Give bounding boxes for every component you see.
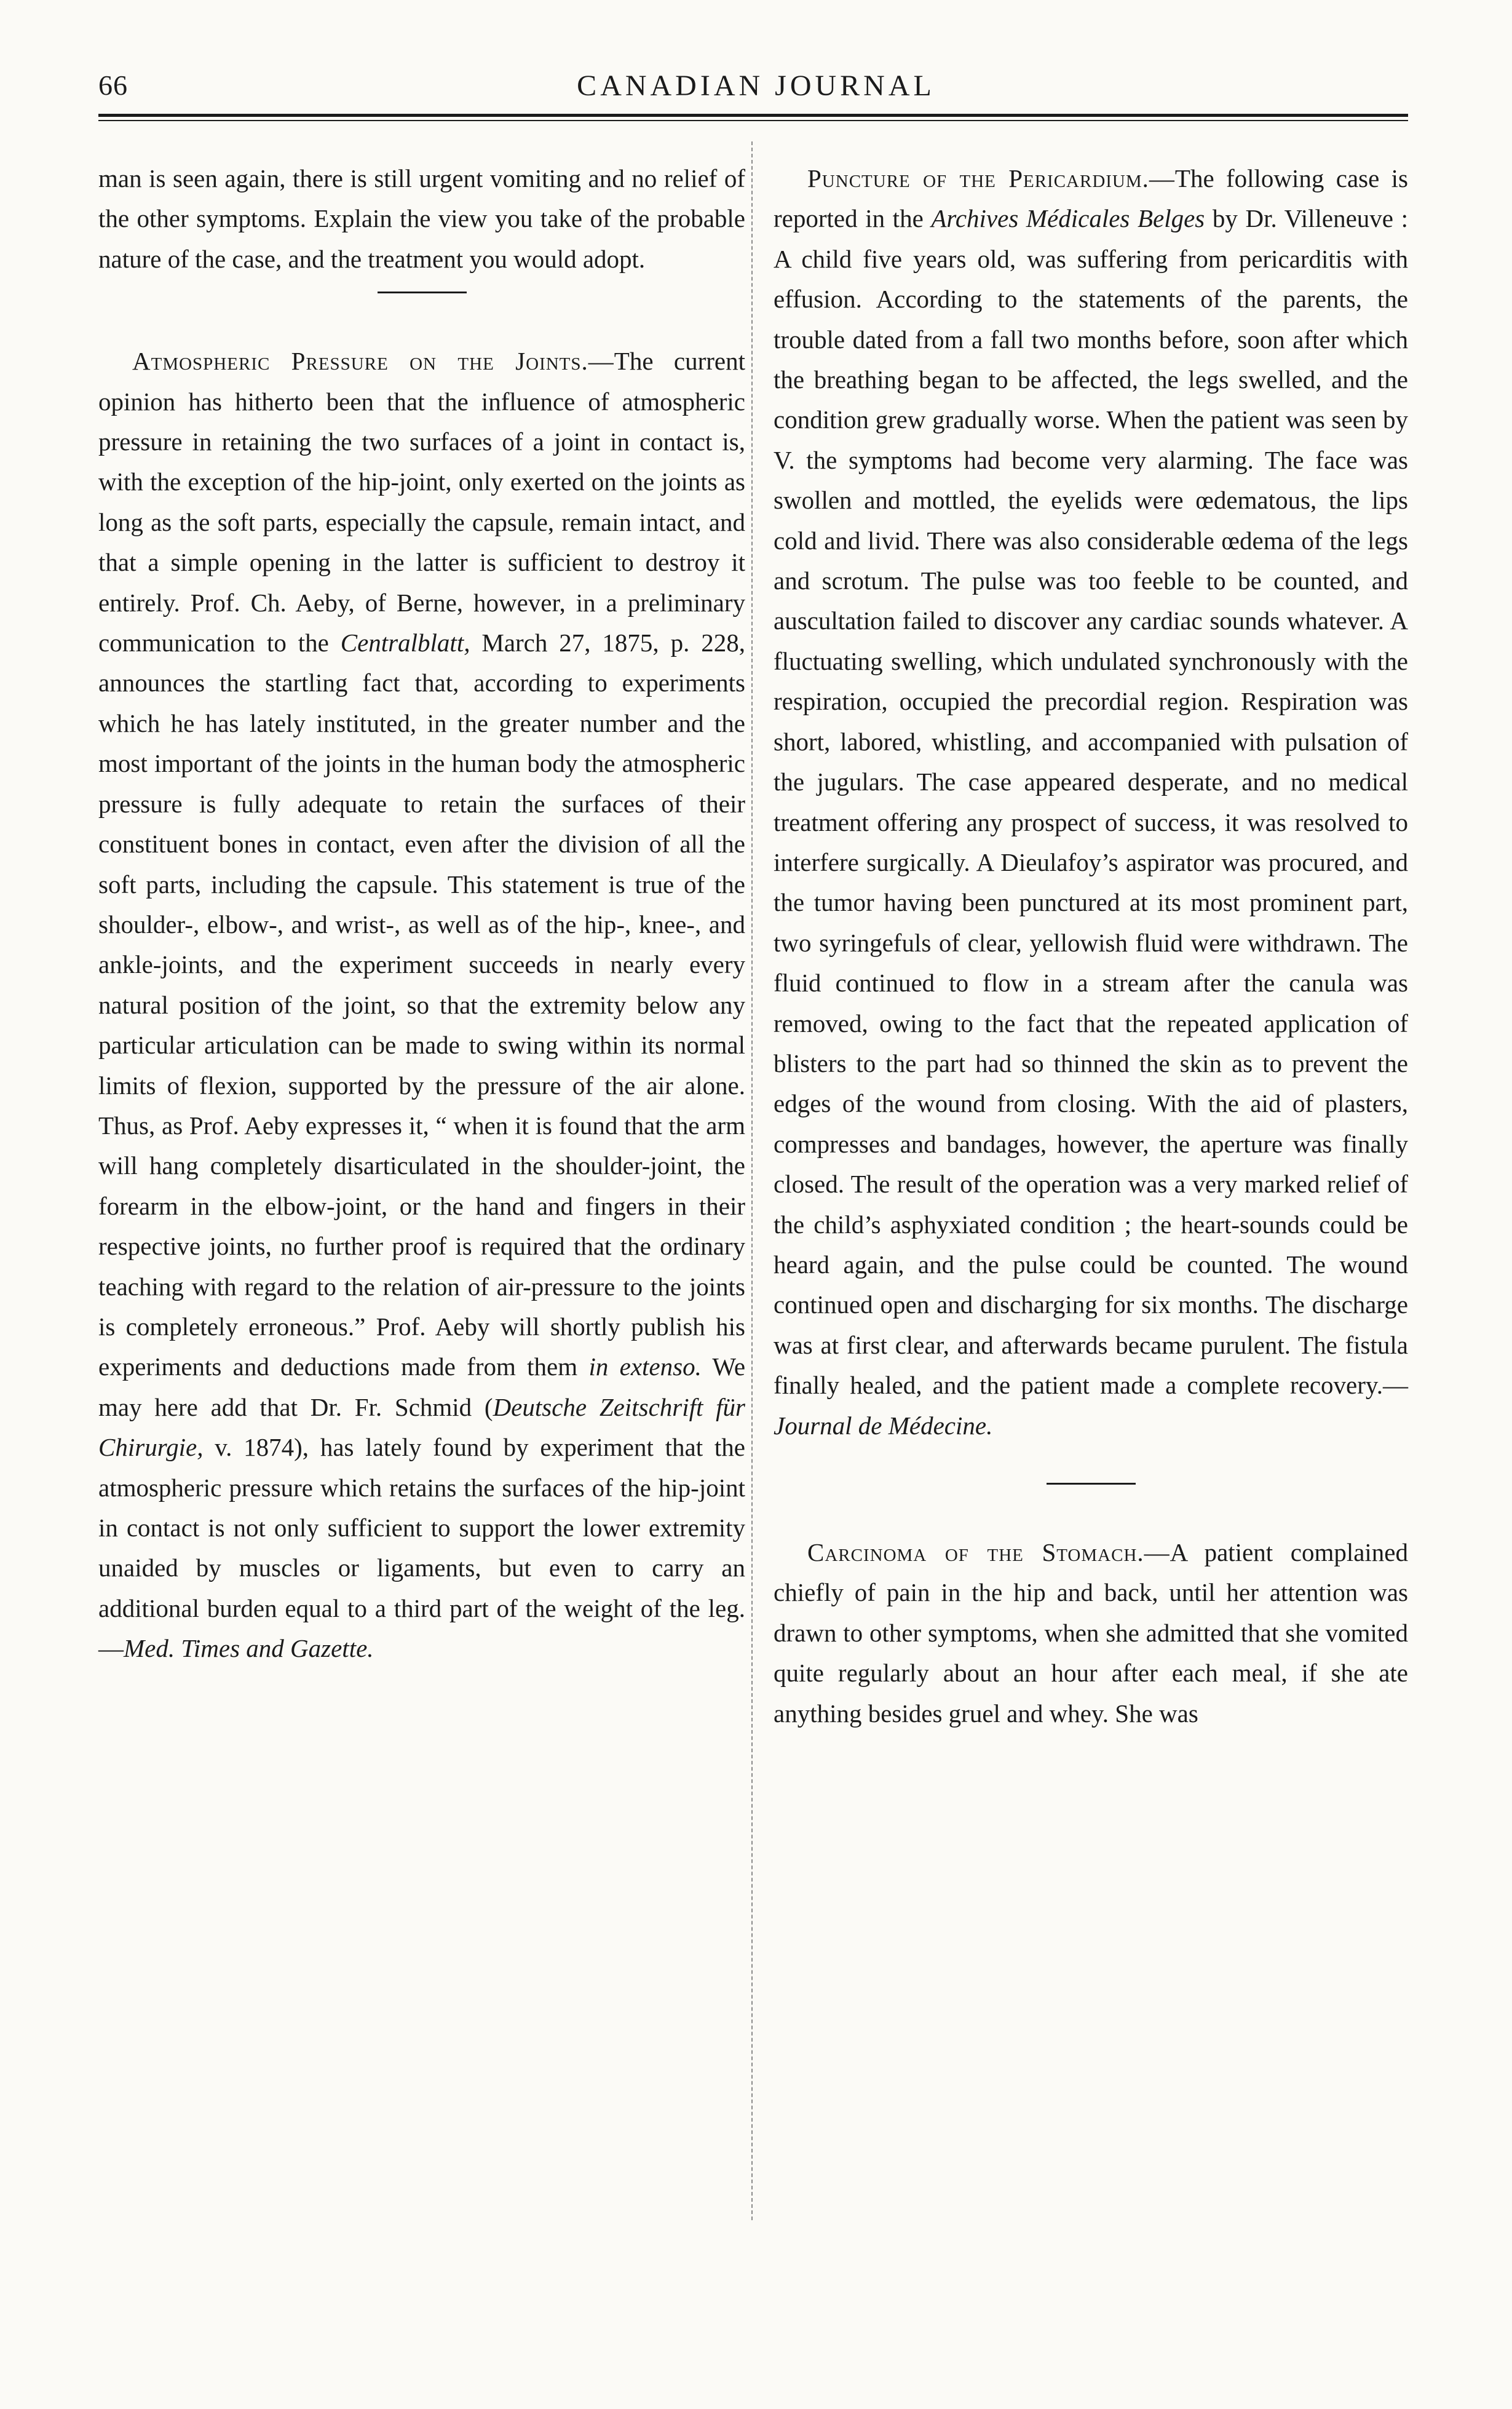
article-italic: Archives Médicales Belges: [931, 204, 1205, 233]
article-text: v. 1874), has lately found by experiment that the atmospheric pressure which retains the surfaces of the hip-joint in contact is not only sufficient to support the lower extremity unaided by muscles or ligaments, but even to carry an additional burden equal to a third part of the weight of the leg.—: [98, 1433, 745, 1663]
article-text: The current opinion has hitherto been that the influence of atmospheric pressure in retaining the two surfaces of a joint in contact is, with the exception of the hip-joint, only exerted on the joints as long as the soft parts, especially the capsule, remain intact, and that a simple opening in the latter is sufficient to destroy it entirely. Prof. Ch. Aeby, of Berne, however, in a preliminary communication to the: [98, 347, 745, 657]
section-separator: [1047, 1483, 1136, 1485]
header-rule-thick: [98, 114, 1408, 117]
article-source: Med. Times and Gazette.: [124, 1634, 374, 1663]
article-source: Journal de Médecine.: [774, 1411, 993, 1440]
article-text: A patient complained chiefly of pain in the hip and back, until her attention was drawn to other symptoms, when she admitted that she vomited quite regularly about an hour after each meal, if she ate anything besides gruel and whey. She was: [774, 1538, 1409, 1728]
article-italic: Centralblatt,: [340, 629, 470, 657]
article-atmospheric-pressure: [98, 341, 745, 1669]
page-number: 66: [98, 69, 128, 101]
article-text: The following case is reported in the: [774, 164, 1408, 233]
article-text: We may here add that Dr. Fr. Schmid (: [98, 1352, 746, 1421]
article-text: by Dr. Villeneuve : A child five years old, was suffering from pericarditis with effusion. According to the statements of the parents, the trouble dated from a fall two months before, soon after which the breathing began to be affected, the legs swelled, and the condition grew gradually worse. When the patient was seen by V. the symptoms had become very alarming. The face was swollen and mottled, the eyelids were œdematous, the lips cold and livid. There was also considerable œdema of the legs and scrotum. The pulse was too feeble to be counted, and auscultation failed to discover any cardiac sounds whatever. A fluctuating swelling, which undulated synchronously with the respiration, occupied the precordial region. Respiration was short, labored, whistling, and accompanied with pulsation of the jugulars. The case appeared desperate, and no medical treatment offering any prospect of success, it was resolved to interfere surgically. A Dieulafoy’s aspirator was procured, and the tumor having been punctured at its most prominent part, two syringefuls of clear, yellowish fluid were withdrawn. The fluid continued to flow in a stream after the canula was removed, owing to the fact that the repeated application of blisters to the part had so thinned the skin as to prevent the edges of the wound from closing. With the aid of plasters, compresses and bandages, however, the aperture was finally closed. The result of the operation was a very marked relief of the child’s asphyxiated condition ; the heart-sounds could be heard again, and the pulse could be counted. The wound continued open and discharging for six months. The discharge was at first clear, and afterwards became purulent. The fistula finally healed, and the patient made a complete recovery.—: [774, 204, 1408, 1400]
article-heading: Atmospheric Pressure on the Joints.—: [132, 347, 614, 376]
right-column: [774, 159, 1408, 1734]
section-separator: [378, 292, 467, 293]
left-column: [98, 159, 745, 1669]
article-heading: Carcinoma of the Stomach.—: [807, 1538, 1170, 1566]
article-text: March 27, 1875, p. 228, announces the startling fact that, according to experiments which he has lately instituted, in the greater number and the most important of the joints in the human body the atmospheric pressure is fully adequate to retain the surfaces of their constituent bones in contact, even after the division of all the soft parts, including the capsule. This statement is true of the shoulder-, elbow-, and wrist-, as well as of the hip-, knee-, and ankle-joints, and the experiment succeeds in nearly every natural position of the joint, so that the extremity below any particular articulation can be made to swing within its normal limits of flexion, supported by the pressure of the air alone. Thus, as Prof. Aeby expresses it, “ when it is found that the arm will hang completely disarticulated in the shoulder-joint, the forearm in the elbow-joint, or the hand and fingers in their respective joints, no further proof is required that the ordinary teaching with regard to the relation of air-pressure to the joints is completely erroneous.” Prof. Aeby will shortly publish his experiments and deductions made from them: [98, 629, 745, 1381]
article-heading: Puncture of the Pericardium.—: [807, 164, 1175, 192]
article-carcinoma-stomach: [774, 1533, 1408, 1734]
article-puncture-pericardium: [774, 159, 1408, 1446]
continuation-paragraph: man is seen again, there is still urgent vomiting and no relief of the other symptoms. Explain the view you take of the probable nature of the case, and the treatment you would adopt.: [98, 164, 745, 273]
header-rule-thin: [98, 120, 1408, 121]
article-italic: in extenso.: [588, 1352, 702, 1381]
running-head: CANADIAN JOURNAL: [577, 69, 935, 102]
article-italic: Deutsche Zeitschrift für Chirurgie,: [98, 1392, 745, 1462]
column-divider: [751, 141, 753, 2220]
